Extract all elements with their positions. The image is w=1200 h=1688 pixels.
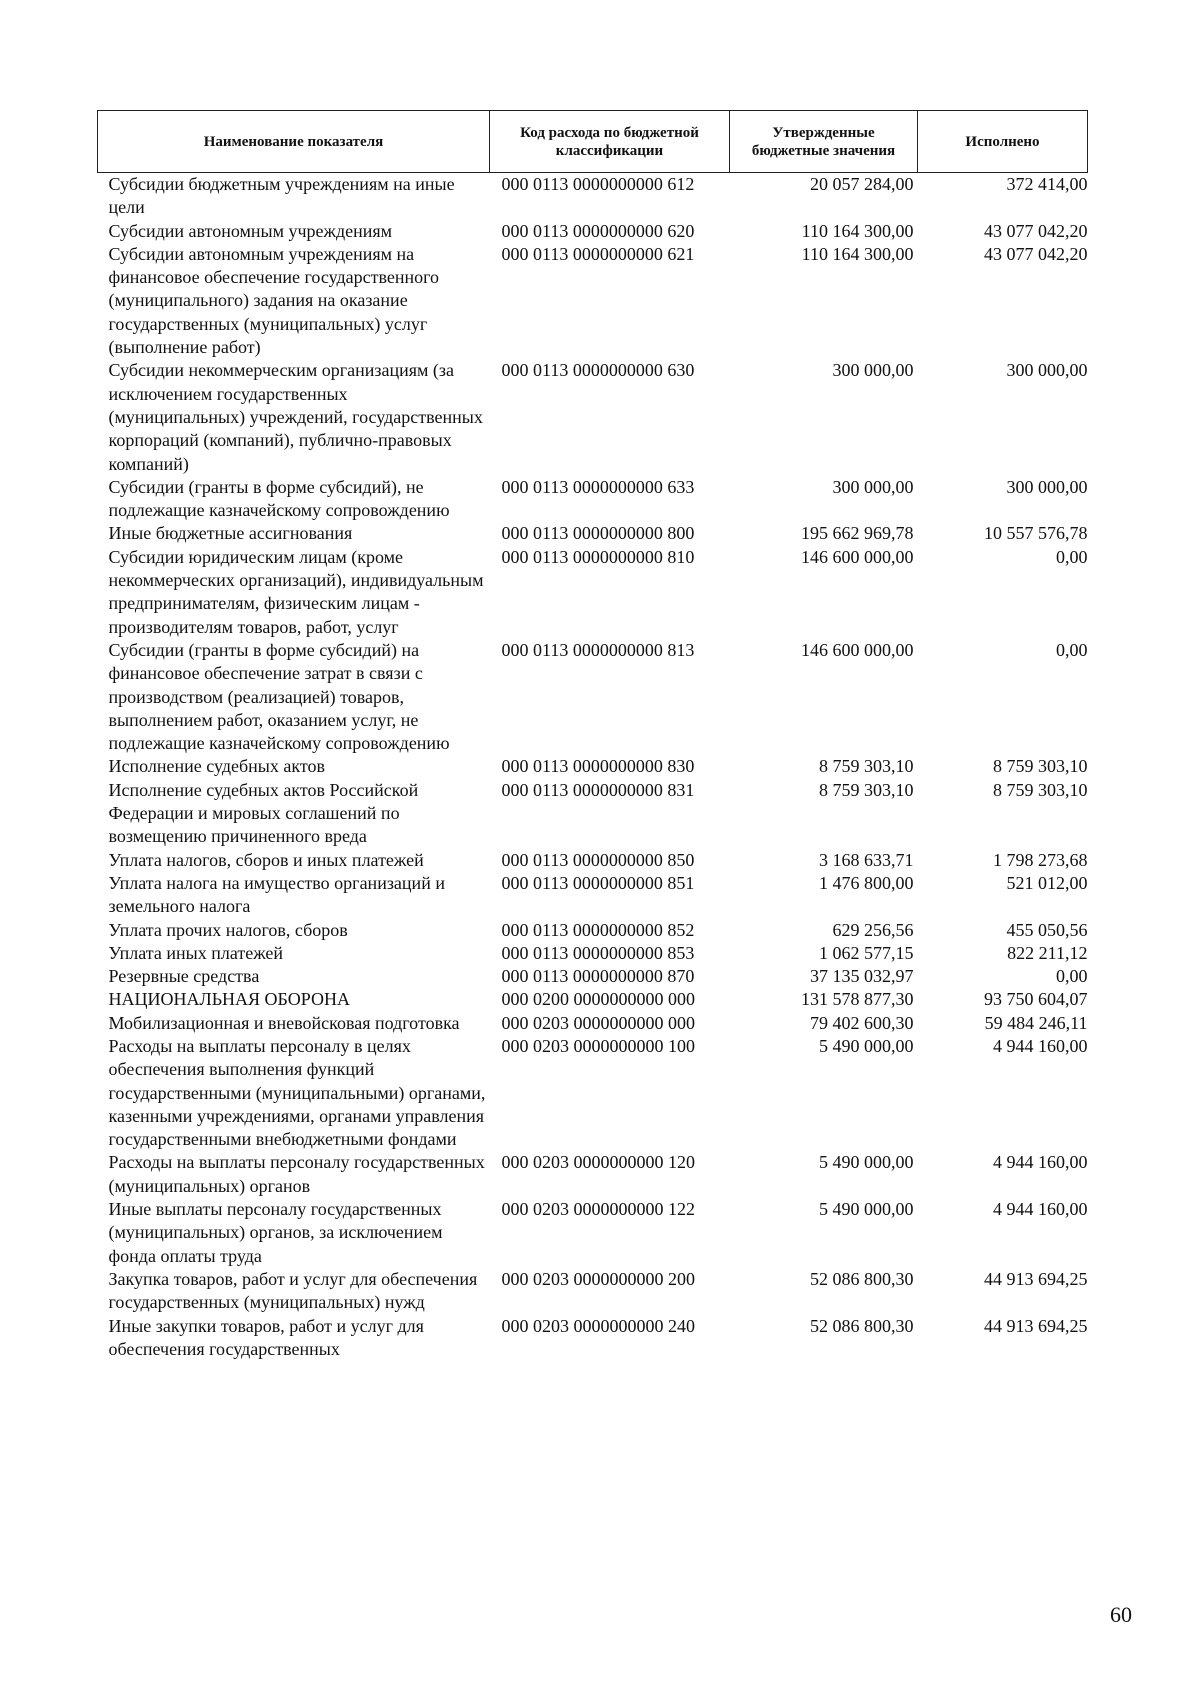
row-executed: 300 000,00 xyxy=(1006,360,1088,381)
row-executed: 43 077 042,20 xyxy=(984,243,1088,264)
row-code: 000 0203 0000000000 100 xyxy=(501,1035,695,1056)
row-name: Исполнение судебных актов Российской Федерации и мировых соглашений по возмещению причиненного вреда xyxy=(108,779,419,847)
row-approved: 131 578 877,30 xyxy=(801,989,914,1010)
row-code: 000 0113 0000000000 830 xyxy=(501,756,695,777)
row-code: 000 0113 0000000000 813 xyxy=(501,639,695,660)
budget-execution-table xyxy=(97,110,1088,1361)
row-name: Субсидии юридическим лицам (кроме некоммерческих организаций), индивидуальным предпринимателям, физическим лицам - производителям товаров, работ, услуг xyxy=(108,546,484,637)
table-row xyxy=(98,779,1088,849)
row-name: НАЦИОНАЛЬНАЯ ОБОРОНА xyxy=(108,989,350,1010)
table-row xyxy=(98,220,1088,243)
row-approved: 146 600 000,00 xyxy=(801,546,914,567)
row-approved: 52 086 800,30 xyxy=(810,1268,914,1289)
row-executed: 1 798 273,68 xyxy=(993,849,1088,870)
row-code: 000 0200 0000000000 000 xyxy=(501,989,695,1010)
row-code: 000 0113 0000000000 853 xyxy=(501,942,695,963)
row-name: Иные бюджетные ассигнования xyxy=(108,523,353,544)
row-name: Исполнение судебных актов xyxy=(108,756,326,777)
table-row xyxy=(98,243,1088,359)
row-approved: 8 759 303,10 xyxy=(819,779,914,800)
row-code: 000 0113 0000000000 831 xyxy=(501,779,695,800)
table-row xyxy=(98,546,1088,639)
row-code: 000 0113 0000000000 850 xyxy=(501,849,695,870)
row-code: 000 0203 0000000000 000 xyxy=(501,1012,695,1033)
row-name: Субсидии автономным учреждениям xyxy=(108,220,393,241)
table-row xyxy=(98,988,1088,1011)
table-row xyxy=(98,639,1088,755)
row-name: Субсидии бюджетным учреждениям на иные цели xyxy=(108,174,455,218)
table-row xyxy=(98,476,1088,523)
row-executed: 8 759 303,10 xyxy=(993,756,1088,777)
header-approved: Утвержденные бюджетные значения xyxy=(730,111,918,173)
row-approved: 5 490 000,00 xyxy=(819,1035,914,1056)
row-executed: 44 913 694,25 xyxy=(984,1315,1088,1336)
row-code: 000 0113 0000000000 620 xyxy=(501,220,695,241)
table-row xyxy=(98,965,1088,988)
row-code: 000 0113 0000000000 621 xyxy=(501,243,695,264)
table-row xyxy=(98,849,1088,872)
row-name: Иные закупки товаров, работ и услуг для обеспечения государственных xyxy=(108,1315,424,1359)
row-name: Субсидии автономным учреждениям на финансовое обеспечение государственного (муниципального) задания на оказание государственных (муниципальных) услуг (выполнение работ) xyxy=(108,243,440,358)
row-code: 000 0113 0000000000 852 xyxy=(501,919,695,940)
row-executed: 455 050,56 xyxy=(1006,919,1088,940)
table-row xyxy=(98,1012,1088,1035)
row-executed: 521 012,00 xyxy=(1006,872,1088,893)
row-executed: 0,00 xyxy=(1056,639,1088,660)
row-name: Резервные средства xyxy=(108,966,260,987)
row-executed: 43 077 042,20 xyxy=(984,220,1088,241)
row-code: 000 0113 0000000000 851 xyxy=(501,872,695,893)
row-name: Расходы на выплаты персоналу в целях обеспечения выполнения функций государственными (муниципальными) органами, казенными учреждениями, органами управления государственными внебюджетными фондами xyxy=(108,1035,486,1150)
row-approved: 110 164 300,00 xyxy=(801,220,914,241)
table-header-row xyxy=(98,111,1088,173)
header-name: Наименование показателя xyxy=(98,111,490,173)
row-executed: 300 000,00 xyxy=(1006,476,1088,497)
row-approved: 110 164 300,00 xyxy=(801,243,914,264)
table-row xyxy=(98,522,1088,545)
budget-table-container xyxy=(97,110,1087,1361)
row-name: Субсидии (гранты в форме субсидий) на финансовое обеспечение затрат в связи с производством (реализацией) товаров, выполнением работ, оказанием услуг, не подлежащие казначейскому сопровождению xyxy=(108,639,450,754)
row-approved: 5 490 000,00 xyxy=(819,1199,914,1220)
row-approved: 146 600 000,00 xyxy=(801,639,914,660)
table-row xyxy=(98,1035,1088,1151)
row-approved: 195 662 969,78 xyxy=(801,523,914,544)
row-approved: 20 057 284,00 xyxy=(810,174,914,194)
row-name: Закупка товаров, работ и услуг для обеспечения государственных (муниципальных) нужд xyxy=(108,1268,478,1313)
header-executed: Исполнено xyxy=(918,111,1088,173)
row-name: Уплата прочих налогов, сборов xyxy=(108,919,348,940)
row-name: Субсидии некоммерческим организациям (за исключением государственных (муниципальных) учреждений, государственных корпораций (компаний), публично-правовых компаний) xyxy=(108,360,483,474)
row-approved: 629 256,56 xyxy=(832,919,914,940)
table-row xyxy=(98,755,1088,778)
row-code: 000 0203 0000000000 122 xyxy=(501,1199,695,1220)
row-approved: 79 402 600,30 xyxy=(810,1012,914,1033)
row-code: 000 0113 0000000000 800 xyxy=(501,523,695,544)
row-approved: 5 490 000,00 xyxy=(819,1152,914,1173)
row-executed: 4 944 160,00 xyxy=(993,1199,1088,1220)
row-code: 000 0113 0000000000 612 xyxy=(501,174,695,194)
row-name: Мобилизационная и вневойсковая подготовка xyxy=(108,1012,460,1033)
row-code: 000 0113 0000000000 630 xyxy=(501,360,695,381)
table-row xyxy=(98,1151,1088,1198)
row-name: Уплата налогов, сборов и иных платежей xyxy=(108,849,424,870)
row-executed: 10 557 576,78 xyxy=(984,523,1088,544)
row-executed: 372 414,00 xyxy=(1006,174,1088,194)
table-row xyxy=(98,359,1088,475)
table-row xyxy=(98,919,1088,942)
row-executed: 4 944 160,00 xyxy=(993,1152,1088,1173)
row-executed: 0,00 xyxy=(1056,546,1088,567)
row-code: 000 0113 0000000000 870 xyxy=(501,966,695,987)
row-code: 000 0113 0000000000 810 xyxy=(501,546,695,567)
header-code: Код расхода по бюджетной классификации xyxy=(490,111,730,173)
row-approved: 300 000,00 xyxy=(832,360,914,381)
row-approved: 37 135 032,97 xyxy=(810,966,914,987)
row-executed: 0,00 xyxy=(1056,966,1088,987)
row-approved: 300 000,00 xyxy=(832,476,914,497)
table-row xyxy=(98,872,1088,919)
row-code: 000 0113 0000000000 633 xyxy=(501,476,695,497)
row-code: 000 0203 0000000000 200 xyxy=(501,1268,695,1289)
row-approved: 52 086 800,30 xyxy=(810,1315,914,1336)
row-name: Расходы на выплаты персоналу государственных (муниципальных) органов xyxy=(108,1152,485,1196)
row-approved: 1 062 577,15 xyxy=(819,942,914,963)
row-executed: 822 211,12 xyxy=(1007,942,1088,963)
row-code: 000 0203 0000000000 120 xyxy=(501,1152,695,1173)
row-executed: 93 750 604,07 xyxy=(984,989,1088,1010)
table-body xyxy=(98,173,1088,1362)
table-row xyxy=(98,942,1088,965)
row-code: 000 0203 0000000000 240 xyxy=(501,1315,695,1336)
row-name: Уплата иных платежей xyxy=(108,942,284,963)
row-approved: 8 759 303,10 xyxy=(819,756,914,777)
row-executed: 44 913 694,25 xyxy=(984,1268,1088,1289)
row-approved: 3 168 633,71 xyxy=(819,849,914,870)
row-approved: 1 476 800,00 xyxy=(819,872,914,893)
page-number: 60 xyxy=(1110,1602,1132,1627)
table-row xyxy=(98,1198,1088,1268)
row-executed: 4 944 160,00 xyxy=(993,1035,1088,1056)
row-name: Иные выплаты персоналу государственных (муниципальных) органов, за исключением фонда оплаты труда xyxy=(108,1199,443,1266)
table-row xyxy=(98,1315,1088,1362)
table-row xyxy=(98,1268,1088,1315)
row-executed: 59 484 246,11 xyxy=(984,1012,1088,1033)
row-executed: 8 759 303,10 xyxy=(993,779,1088,800)
row-name: Уплата налога на имущество организаций и земельного налога xyxy=(108,872,445,917)
row-name: Субсидии (гранты в форме субсидий), не подлежащие казначейскому сопровождению xyxy=(108,476,450,521)
table-row xyxy=(98,173,1088,220)
